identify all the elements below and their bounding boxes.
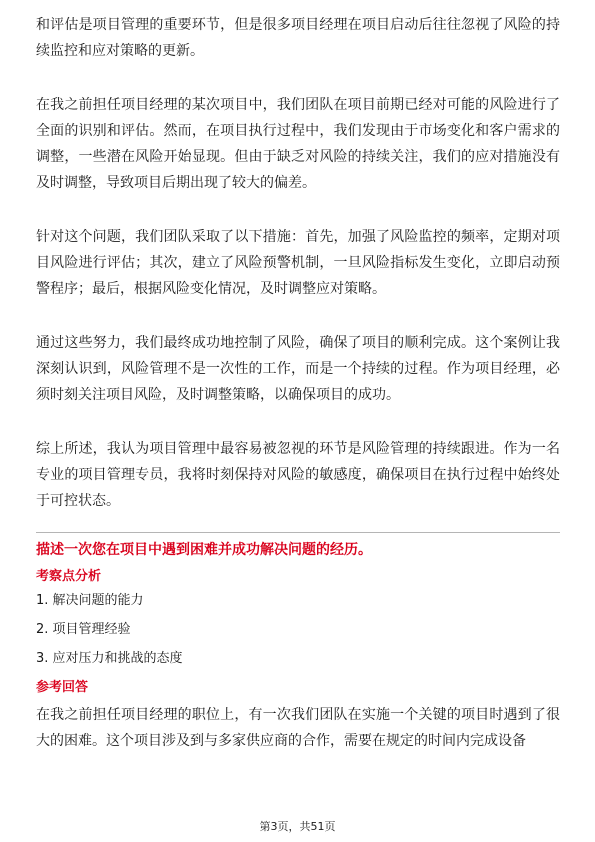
analysis-point-2: 2. 项目管理经验 [36,622,131,637]
analysis-point-3: 3. 应对压力和挑战的态度 [36,651,183,666]
paragraph-conclusion: 综上所述，我认为项目管理中最容易被忽视的环节是风险管理的持续跟进。作为一名专业的项目管理专员，我将时刻保持对风险的敏感度，确保项目在执行过程中始终处于可控状态。 [36,441,560,509]
paragraph-risk-intro: 和评估是项目管理的重要环节，但是很多项目经理在项目启动后往往忽视了风险的持续监控和应对策略的更新。 [36,17,560,59]
answer-heading: 参考回答 [36,680,89,695]
reference-answer: 在我之前担任项目经理的职位上，有一次我们团队在实施一个关键的项目时遇到了很大的困难。这个项目涉及到与多家供应商的合作，需要在规定的时间内完成设备 [36,707,560,749]
paragraph-result: 通过这些努力，我们最终成功地控制了风险，确保了项目的顺利完成。这个案例让我深刻认识到，风险管理不是一次性的工作，而是一个持续的过程。作为项目经理，必须时刻关注项目风险，及时调整策略，以确保项目的成功。 [36,335,560,403]
paragraph-case: 在我之前担任项目经理的某次项目中，我们团队在项目前期已经对可能的风险进行了全面的识别和评估。然而，在项目执行过程中，我们发现由于市场变化和客户需求的调整，一些潜在风险开始显现。但由于缺乏对风险的持续关注，我们的应对措施没有及时调整，导致项目后期出现了较大的偏差。 [36,97,560,191]
analysis-point-1: 1. 解决问题的能力 [36,593,144,608]
section-divider [36,532,560,533]
analysis-heading: 考察点分析 [36,569,102,584]
page-content [36,12,560,754]
paragraph-measures: 针对这个问题，我们团队采取了以下措施：首先，加强了风险监控的频率，定期对项目风险进行评估；其次，建立了风险预警机制，一旦风险指标发生变化，立即启动预警程序；最后，根据风险变化情况，及时调整应对策略。 [36,229,560,297]
interview-question: 描述一次您在项目中遇到困难并成功解决问题的经历。 [36,542,372,558]
page-number-footer: 第3页，共51页 [259,820,336,833]
